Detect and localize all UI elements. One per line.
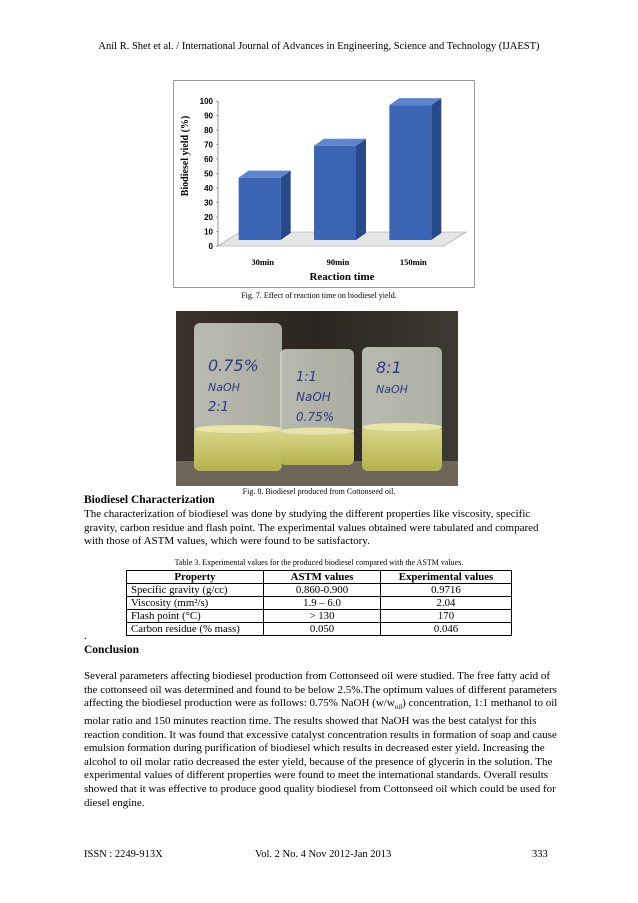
table-row: [127, 623, 512, 636]
y-tick-label: 10: [204, 227, 213, 237]
figure-8-photo: [176, 311, 458, 486]
section-heading-conclusion: Conclusion: [84, 644, 139, 656]
beaker-label-text: NaOH: [376, 383, 408, 396]
conclusion-paragraph: [84, 670, 558, 810]
figure-7-caption: Fig. 7. Effect of reaction time on biodiesel yield.: [241, 291, 397, 300]
subscript-oil: oil: [394, 703, 403, 712]
y-tick-label: 30: [204, 198, 213, 208]
table-row: [127, 584, 512, 597]
paragraph-line: with those of ASTM values, which were found to be satisfactory.: [84, 535, 370, 548]
y-tick-label: 0: [208, 242, 213, 251]
table-cell: 0.9716: [381, 584, 512, 597]
bar-side: [431, 98, 441, 240]
figure-7-chart: [173, 80, 475, 288]
table-header-cell: Experimental values: [381, 571, 512, 584]
table-3-caption: Table 3. Experimental values for the produced biodiesel compared with the ASTM values.: [174, 558, 464, 567]
x-tick-label: 150min: [399, 257, 427, 267]
footer-issn: ISSN : 2249-913X: [84, 849, 163, 860]
beaker-3: [362, 347, 442, 471]
table-cell: Carbon residue (% mass): [127, 623, 264, 636]
table-cell: Specific gravity (g/cc): [127, 584, 264, 597]
y-tick-label: 80: [204, 126, 213, 135]
bar-chart-svg: [174, 81, 474, 287]
table-cell: Viscosity (mm²/s): [127, 597, 264, 610]
table-header-cell: Property: [127, 571, 264, 584]
table-cell: 1.9 – 6.0: [264, 597, 381, 610]
paragraph-line: molar ratio and 150 minutes reaction time. The results showed that NaOH was the best catalyst for this: [84, 714, 537, 727]
table-cell: > 130: [264, 610, 381, 623]
table-row: [127, 597, 512, 610]
table-row: [127, 610, 512, 623]
y-tick-label: 50: [204, 169, 213, 179]
beaker-2: [280, 349, 354, 465]
table-cell: 0.050: [264, 623, 381, 636]
x-axis-label: Reaction time: [309, 271, 375, 283]
footer-volume: Vol. 2 No. 4 Nov 2012-Jan 2013: [255, 849, 392, 860]
y-axis-label: Biodiesel yield (%): [180, 115, 191, 197]
x-tick-label: 90min: [326, 257, 350, 267]
paragraph-line: diesel engine.: [84, 796, 145, 809]
paragraph-line: experimental values of different properties were found to meet the international standards. Overall results: [84, 769, 549, 782]
paragraph-line: the cottonseed oil was determined and found to be below 2.5%.The optimum values of different parameters: [84, 683, 557, 696]
table-cell: 170: [381, 610, 512, 623]
paragraph-line: Several parameters affecting biodiesel production from Cottonseed oil were studied. The free fatty acid of: [84, 670, 551, 682]
section-heading-characterization: Biodiesel Characterization: [84, 494, 215, 506]
beaker-label-text: 0.75%: [296, 410, 335, 424]
beaker-label-text: 0.75%: [208, 356, 259, 375]
bar: [314, 146, 356, 240]
line-text: ) concentration, 1:1 methanol to oil: [402, 697, 558, 710]
stray-dot: .: [84, 630, 87, 642]
table-cell: Flash point (°C): [127, 610, 264, 623]
table-header-row: [127, 571, 512, 584]
paragraph-line: showed that it was effective to produce good quality biodiesel from Cottonseed oil which could be used for: [84, 782, 556, 795]
paragraph-line: gravity, carbon residue and flash point. The experimental values obtained were tabulated and compared: [84, 521, 539, 534]
y-tick-label: 40: [204, 184, 213, 193]
beaker-label-text: 2:1: [208, 400, 229, 415]
line-text: affecting the biodiesel production were as follows: 0.75% NaOH (w/w: [84, 697, 395, 710]
bar: [389, 105, 431, 240]
y-tick-label: 100: [199, 97, 213, 106]
bar-side: [356, 139, 366, 240]
table-3: [126, 570, 512, 636]
table-header-cell: ASTM values: [264, 571, 381, 584]
x-tick-label: 30min: [251, 257, 275, 267]
table-cell: 0.046: [381, 623, 512, 636]
footer-page-number: 333: [532, 849, 548, 860]
y-tick-label: 60: [204, 155, 213, 164]
running-header: Anil R. Shet et al. / International Journal of Advances in Engineering, Science and Technology (IJAEST): [98, 41, 540, 52]
figure-8-caption: Fig. 8. Biodiesel produced from Cottonseed oil.: [242, 487, 396, 496]
beaker-label-text: 1:1: [296, 370, 317, 385]
table-cell: 0.860-0.900: [264, 584, 381, 597]
table-cell: 2.04: [381, 597, 512, 610]
beaker-1: [194, 323, 282, 471]
paragraph-line: emulsion formation during purification of biodiesel which results in decreased ester yield. Increasing the: [84, 742, 545, 755]
y-tick-label: 70: [204, 140, 213, 150]
paragraph-line: reaction condition. It was found that excessive catalyst concentration results in formation of soap and cause: [84, 728, 557, 741]
y-tick-label: 20: [204, 213, 213, 222]
characterization-paragraph: [84, 508, 558, 549]
y-tick-label: 90: [204, 111, 213, 121]
paragraph-line: [84, 697, 558, 715]
beaker-label-text: NaOH: [208, 381, 240, 394]
paragraph-line: The characterization of biodiesel was done by studying the different properties like viscosity, specific: [84, 508, 531, 520]
bar: [239, 178, 281, 240]
bar-side: [281, 171, 291, 240]
beakers-photo-svg: [176, 311, 458, 486]
paragraph-line: alcohol to oil molar ratio decreased the ester yield, because of the presence of glycerin in the solution. The: [84, 755, 553, 768]
beaker-label-text: NaOH: [296, 390, 331, 404]
beaker-label-text: 8:1: [376, 358, 402, 377]
